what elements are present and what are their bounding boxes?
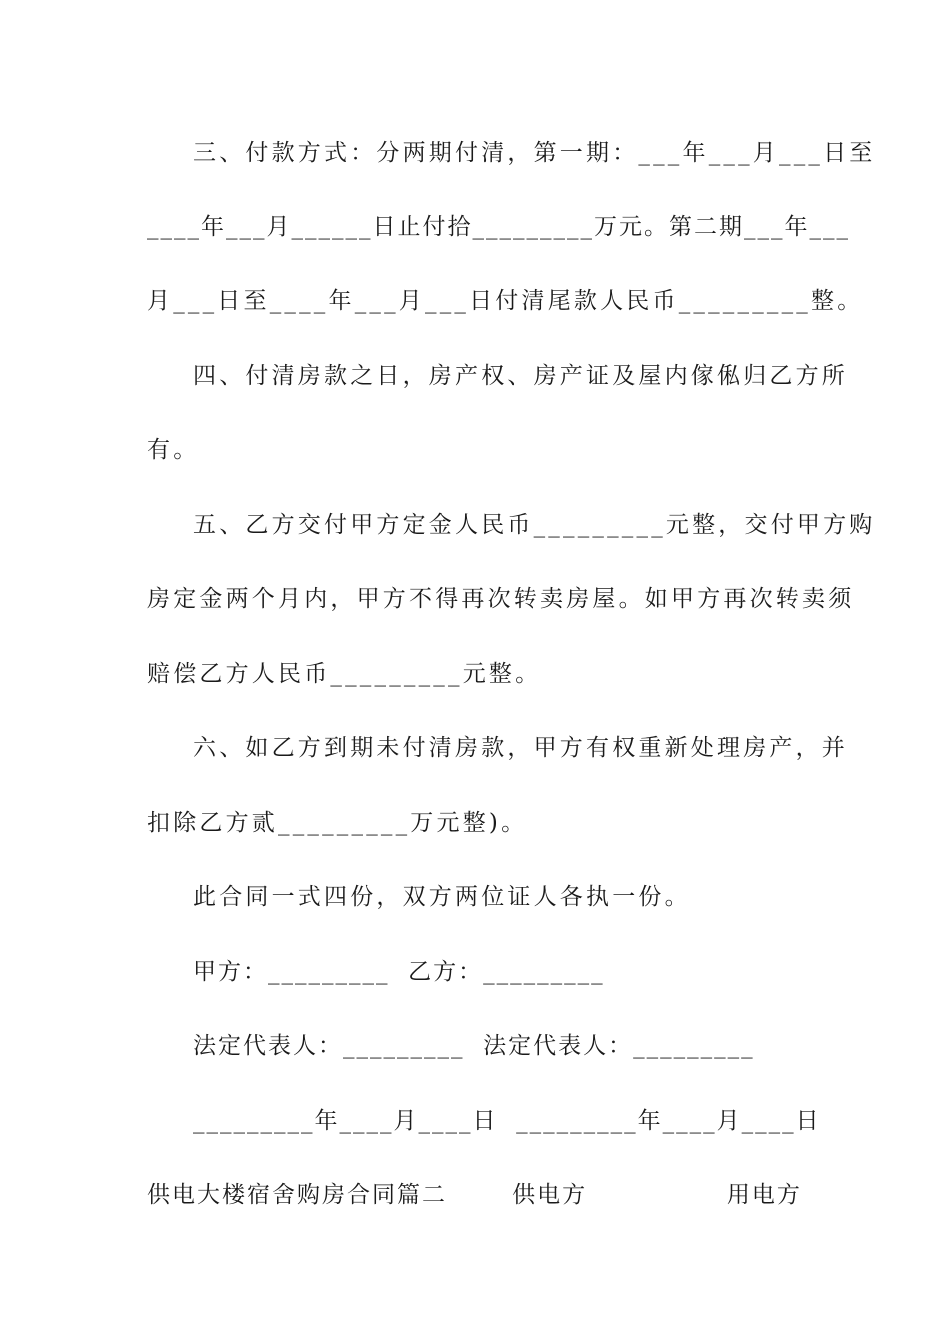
clause-3-line-3: 月___日至____年___月___日付清尾款人民币_________整。 bbox=[147, 288, 864, 314]
copies-statement: 此合同一式四份，双方两位证人各执一份。 bbox=[193, 884, 691, 910]
clause-6-line-1: 六、如乙方到期未付清房款，甲方有权重新处理房产，并 bbox=[193, 735, 848, 761]
clause-4-line-2: 有。 bbox=[147, 437, 200, 463]
clause-3-line-2: ____年___月______日止付拾_________万元。第二期___年___ bbox=[147, 214, 850, 240]
clause-5-line-1: 五、乙方交付甲方定金人民币_________元整，交付甲方购 bbox=[193, 512, 876, 538]
next-section-heading: 供电大楼宿舍购房合同篇二 供电方 用电方 bbox=[147, 1182, 802, 1208]
party-signatures: 甲方：_________ 乙方：_________ bbox=[193, 959, 605, 985]
clause-5-line-2: 房定金两个月内，甲方不得再次转卖房屋。如甲方再次转卖须 bbox=[147, 586, 855, 612]
clause-3-line-1: 三、付款方式：分两期付清，第一期：___年___月___日至 bbox=[193, 140, 876, 166]
signature-dates: _________年____月____日 _________年____月____日 bbox=[193, 1108, 821, 1134]
clause-6-line-2: 扣除乙方贰_________万元整)。 bbox=[147, 810, 528, 836]
clause-4-line-1: 四、付清房款之日，房产权、房产证及屋内傢俬归乙方所 bbox=[193, 363, 848, 389]
clause-5-line-3: 赔偿乙方人民币_________元整。 bbox=[147, 661, 542, 687]
representative-signatures: 法定代表人：_________ 法定代表人：_________ bbox=[193, 1033, 755, 1059]
